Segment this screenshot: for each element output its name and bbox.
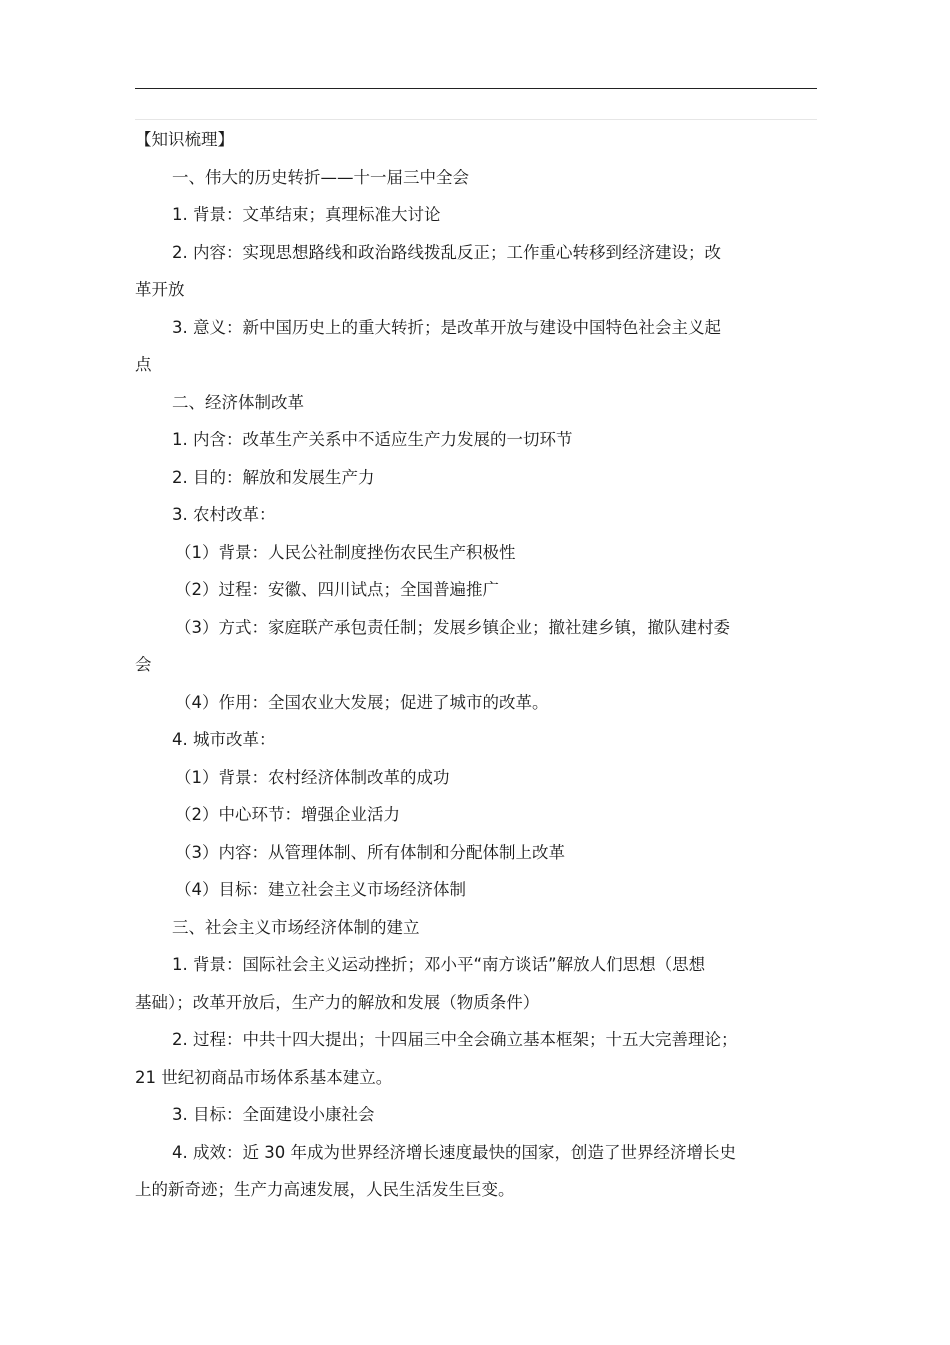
text-line: （4）目标：建立社会主义市场经济体制 <box>175 880 466 899</box>
text-line: 【知识梳理】 <box>135 130 234 149</box>
text-line: （3）方式：家庭联产承包责任制；发展乡镇企业；撤社建乡镇，撤队建村委 <box>175 617 730 637</box>
text-line: 点 <box>135 355 152 374</box>
text-line: 会 <box>135 655 152 674</box>
text-line: （1）背景：人民公社制度挫伤农民生产积极性 <box>175 542 516 562</box>
text-line: 21 世纪初商品市场体系基本建立。 <box>135 1067 393 1087</box>
text-line: 二、经济体制改革 <box>172 392 304 412</box>
header-rule-faint <box>135 119 817 120</box>
text-line: 2. 内容：实现思想路线和政治路线拨乱反正；工作重心转移到经济建设；改 <box>172 242 721 262</box>
text-line: 2. 过程：中共十四大提出；十四届三中全会确立基本框架；十五大完善理论； <box>172 1030 738 1049</box>
text-line: （4）作用：全国农业大发展；促进了城市的改革。 <box>175 692 549 712</box>
text-line: 革开放 <box>135 280 185 299</box>
text-line: 一、伟大的历史转折——十一届三中全会 <box>172 167 469 187</box>
text-line: 1. 内含：改革生产关系中不适应生产力发展的一切环节 <box>172 430 573 449</box>
text-line: （3）内容：从管理体制、所有体制和分配体制上改革 <box>175 842 565 862</box>
text-line: 4. 成效：近 30 年成为世界经济增长速度最快的国家，创造了世界经济增长史 <box>172 1142 736 1162</box>
document-body <box>135 121 785 1209</box>
text-line: （2）过程：安徽、四川试点；全国普遍推广 <box>175 580 499 599</box>
text-line: 4. 城市改革： <box>172 730 276 749</box>
text-line: 2. 目的：解放和发展生产力 <box>172 467 375 487</box>
text-line: 基础）；改革开放后，生产力的解放和发展（物质条件） <box>135 992 540 1012</box>
text-line: 3. 目标：全面建设小康社会 <box>172 1105 375 1124</box>
text-line: （2）中心环节：增强企业活力 <box>175 805 400 824</box>
header-rule <box>135 88 817 89</box>
text-line: （1）背景：农村经济体制改革的成功 <box>175 767 450 787</box>
text-line: 三、社会主义市场经济体制的建立 <box>172 917 420 937</box>
text-line: 上的新奇迹；生产力高速发展，人民生活发生巨变。 <box>135 1180 515 1199</box>
text-line: 1. 背景：国际社会主义运动挫折；邓小平“南方谈话”解放人们思想（思想 <box>172 955 706 974</box>
text-line: 3. 农村改革： <box>172 505 276 524</box>
text-line: 3. 意义：新中国历史上的重大转折；是改革开放与建设中国特色社会主义起 <box>172 317 721 337</box>
text-line: 1. 背景：文革结束；真理标准大讨论 <box>172 205 441 224</box>
